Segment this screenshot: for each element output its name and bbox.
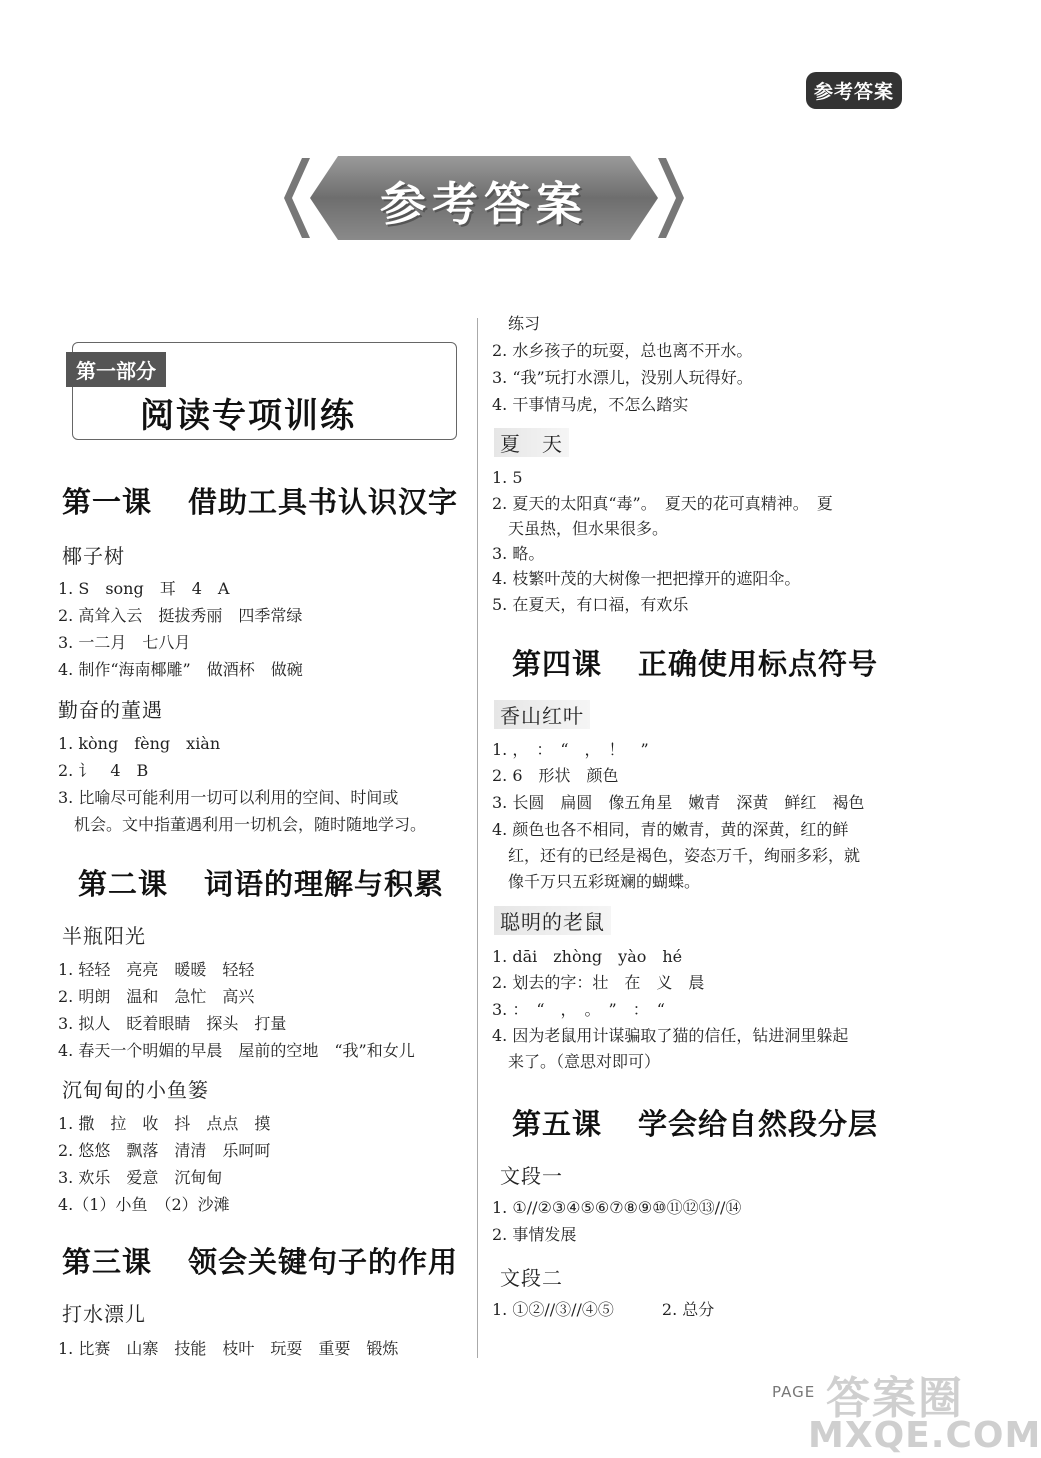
lesson-5-heading [512, 1102, 878, 1143]
section-title: 聪明的老鼠 [494, 906, 611, 935]
section-title: 椰子树 [62, 544, 125, 568]
answer-line: 2. 水乡孩子的玩耍，总也离不开水。 [492, 341, 753, 360]
answer-line: 1. kòng fèng xiàn [58, 734, 221, 753]
part-tag: 第一部分 [66, 352, 166, 387]
answer-line: 1. 轻轻 亮亮 暖暖 轻轻 [58, 960, 255, 979]
lesson-title: 学会给自然段分层 [638, 1107, 879, 1141]
answer-line: 4. 枝繁叶茂的大树像一把把撑开的遮阳伞。 [492, 569, 801, 588]
answer-line: 2. 讠 4 B [58, 761, 149, 780]
answer-line: 3. 拟人 眨着眼睛 探头 打量 [58, 1014, 287, 1033]
answer-line: 1. 5 [492, 468, 523, 487]
answer-line: 1. ①//②③④⑤⑥⑦⑧⑨⑩⑪⑫⑬//⑭ [492, 1198, 742, 1217]
lesson-3-heading [62, 1240, 458, 1281]
lesson-number: 第一课 [62, 485, 153, 519]
answer-line: 4. 颜色也各不相同，青的嫩青，黄的深黄，红的鲜 [492, 820, 849, 839]
column-divider [477, 318, 478, 1358]
answer-line: 2. 6 形状 颜色 [492, 766, 619, 785]
answer-line: 1. dāi zhòng yào hé [492, 947, 683, 966]
answer-line: 2. 高耸入云 挺拔秀丽 四季常绿 [58, 606, 303, 625]
answer-line: 机会。文中指董遇利用一切机会，随时随地学习。 [58, 815, 427, 834]
lesson-number: 第三课 [62, 1245, 153, 1279]
answer-line: 3. 欢乐 爱意 沉甸甸 [58, 1168, 223, 1187]
lesson-title: 词语的理解与积累 [204, 867, 445, 901]
section-title: 打水漂儿 [62, 1302, 146, 1326]
page-label: PAGE [772, 1383, 816, 1401]
answer-line: 4. 干事情马虎，不怎么踏实 [492, 395, 689, 414]
answer-line: 红，还有的已经是褐色，姿态万千，绚丽多彩，就 [492, 846, 861, 865]
section-title: 文段二 [500, 1266, 563, 1290]
answer-line: 4. 制作“海南椰雕” 做酒杯 做碗 [58, 660, 303, 679]
part-title: 阅读专项训练 [140, 396, 356, 436]
watermark-logo: 答案圈 [826, 1373, 964, 1424]
answer-line: 练习 [492, 314, 541, 333]
answer-line: 3. 比喻尽可能利用一切可以利用的空间、时间或 [58, 788, 399, 807]
lesson-1-heading [62, 480, 458, 521]
answer-line: 像千万只五彩斑斓的蝴蝶。 [492, 872, 701, 891]
watermark-url: MXQE.COM [808, 1415, 1041, 1456]
answer-line: 1. 比赛 山寨 技能 枝叶 玩耍 重要 锻炼 [58, 1339, 399, 1358]
section-title: 文段一 [500, 1164, 563, 1188]
lesson-title: 借助工具书认识汉字 [188, 485, 459, 519]
section-title: 半瓶阳光 [62, 924, 146, 948]
answer-line: 3. 长圆 扁圆 像五角星 嫩青 深黄 鲜红 褐色 [492, 793, 865, 812]
lesson-title: 正确使用标点符号 [638, 647, 879, 681]
answer-line: 1. 撒 拉 收 抖 点点 摸 [58, 1114, 271, 1133]
section-title: 夏 天 [494, 428, 569, 457]
answer-line: 1. S song 耳 4 A [58, 579, 230, 598]
header-badge: 参考答案 [806, 72, 902, 109]
lesson-4-heading [512, 642, 878, 683]
answer-line: 3. “我”玩打水漂儿，没别人玩得好。 [492, 368, 753, 387]
section-title: 香山红叶 [494, 700, 590, 729]
answer-line: 2. 悠悠 飘落 清清 乐呵呵 [58, 1141, 271, 1160]
answer-line: 天虽热，但水果很多。 [492, 519, 669, 538]
answer-line: 2. 事情发展 [492, 1225, 577, 1244]
answer-line: 2. 划去的字：壮 在 义 晨 [492, 973, 705, 992]
lesson-number: 第二课 [78, 867, 169, 901]
banner-graphic [280, 150, 688, 246]
answer-line: 4. 春天一个明媚的早晨 屋前的空地 “我”和女儿 [58, 1041, 415, 1060]
answer-line: 1. ， ： “ ， ！ ” [492, 740, 649, 759]
lesson-number: 第四课 [512, 647, 603, 681]
answer-line: 来了。（意思对即可） [492, 1052, 661, 1071]
section-title: 勤奋的董遇 [58, 698, 163, 722]
answer-line: 2. 明朗 温和 急忙 高兴 [58, 987, 255, 1006]
answer-line: 4.（1）小鱼 （2）沙滩 [58, 1195, 230, 1214]
lesson-2-heading [78, 862, 444, 903]
answer-line: 3. 一二月 七八月 [58, 633, 191, 652]
answer-line: 4. 因为老鼠用计谋骗取了猫的信任，钻进洞里躲起 [492, 1026, 849, 1045]
answer-line: 2. 夏天的太阳真“毒”。 夏天的花可真精神。 夏 [492, 494, 833, 513]
banner-title: 参考答案 [380, 177, 588, 231]
section-title: 沉甸甸的小鱼篓 [62, 1078, 209, 1102]
answer-line: 1. ①②//③//④⑤ 2. 总分 [492, 1300, 715, 1319]
lesson-title: 领会关键句子的作用 [188, 1245, 459, 1279]
answer-line: 3. 略。 [492, 544, 545, 563]
answer-line: 3. ： “ ， 。 ” ： “ [492, 1000, 665, 1019]
answer-line: 5. 在夏天，有口福，有欢乐 [492, 595, 689, 614]
lesson-number: 第五课 [512, 1107, 603, 1141]
